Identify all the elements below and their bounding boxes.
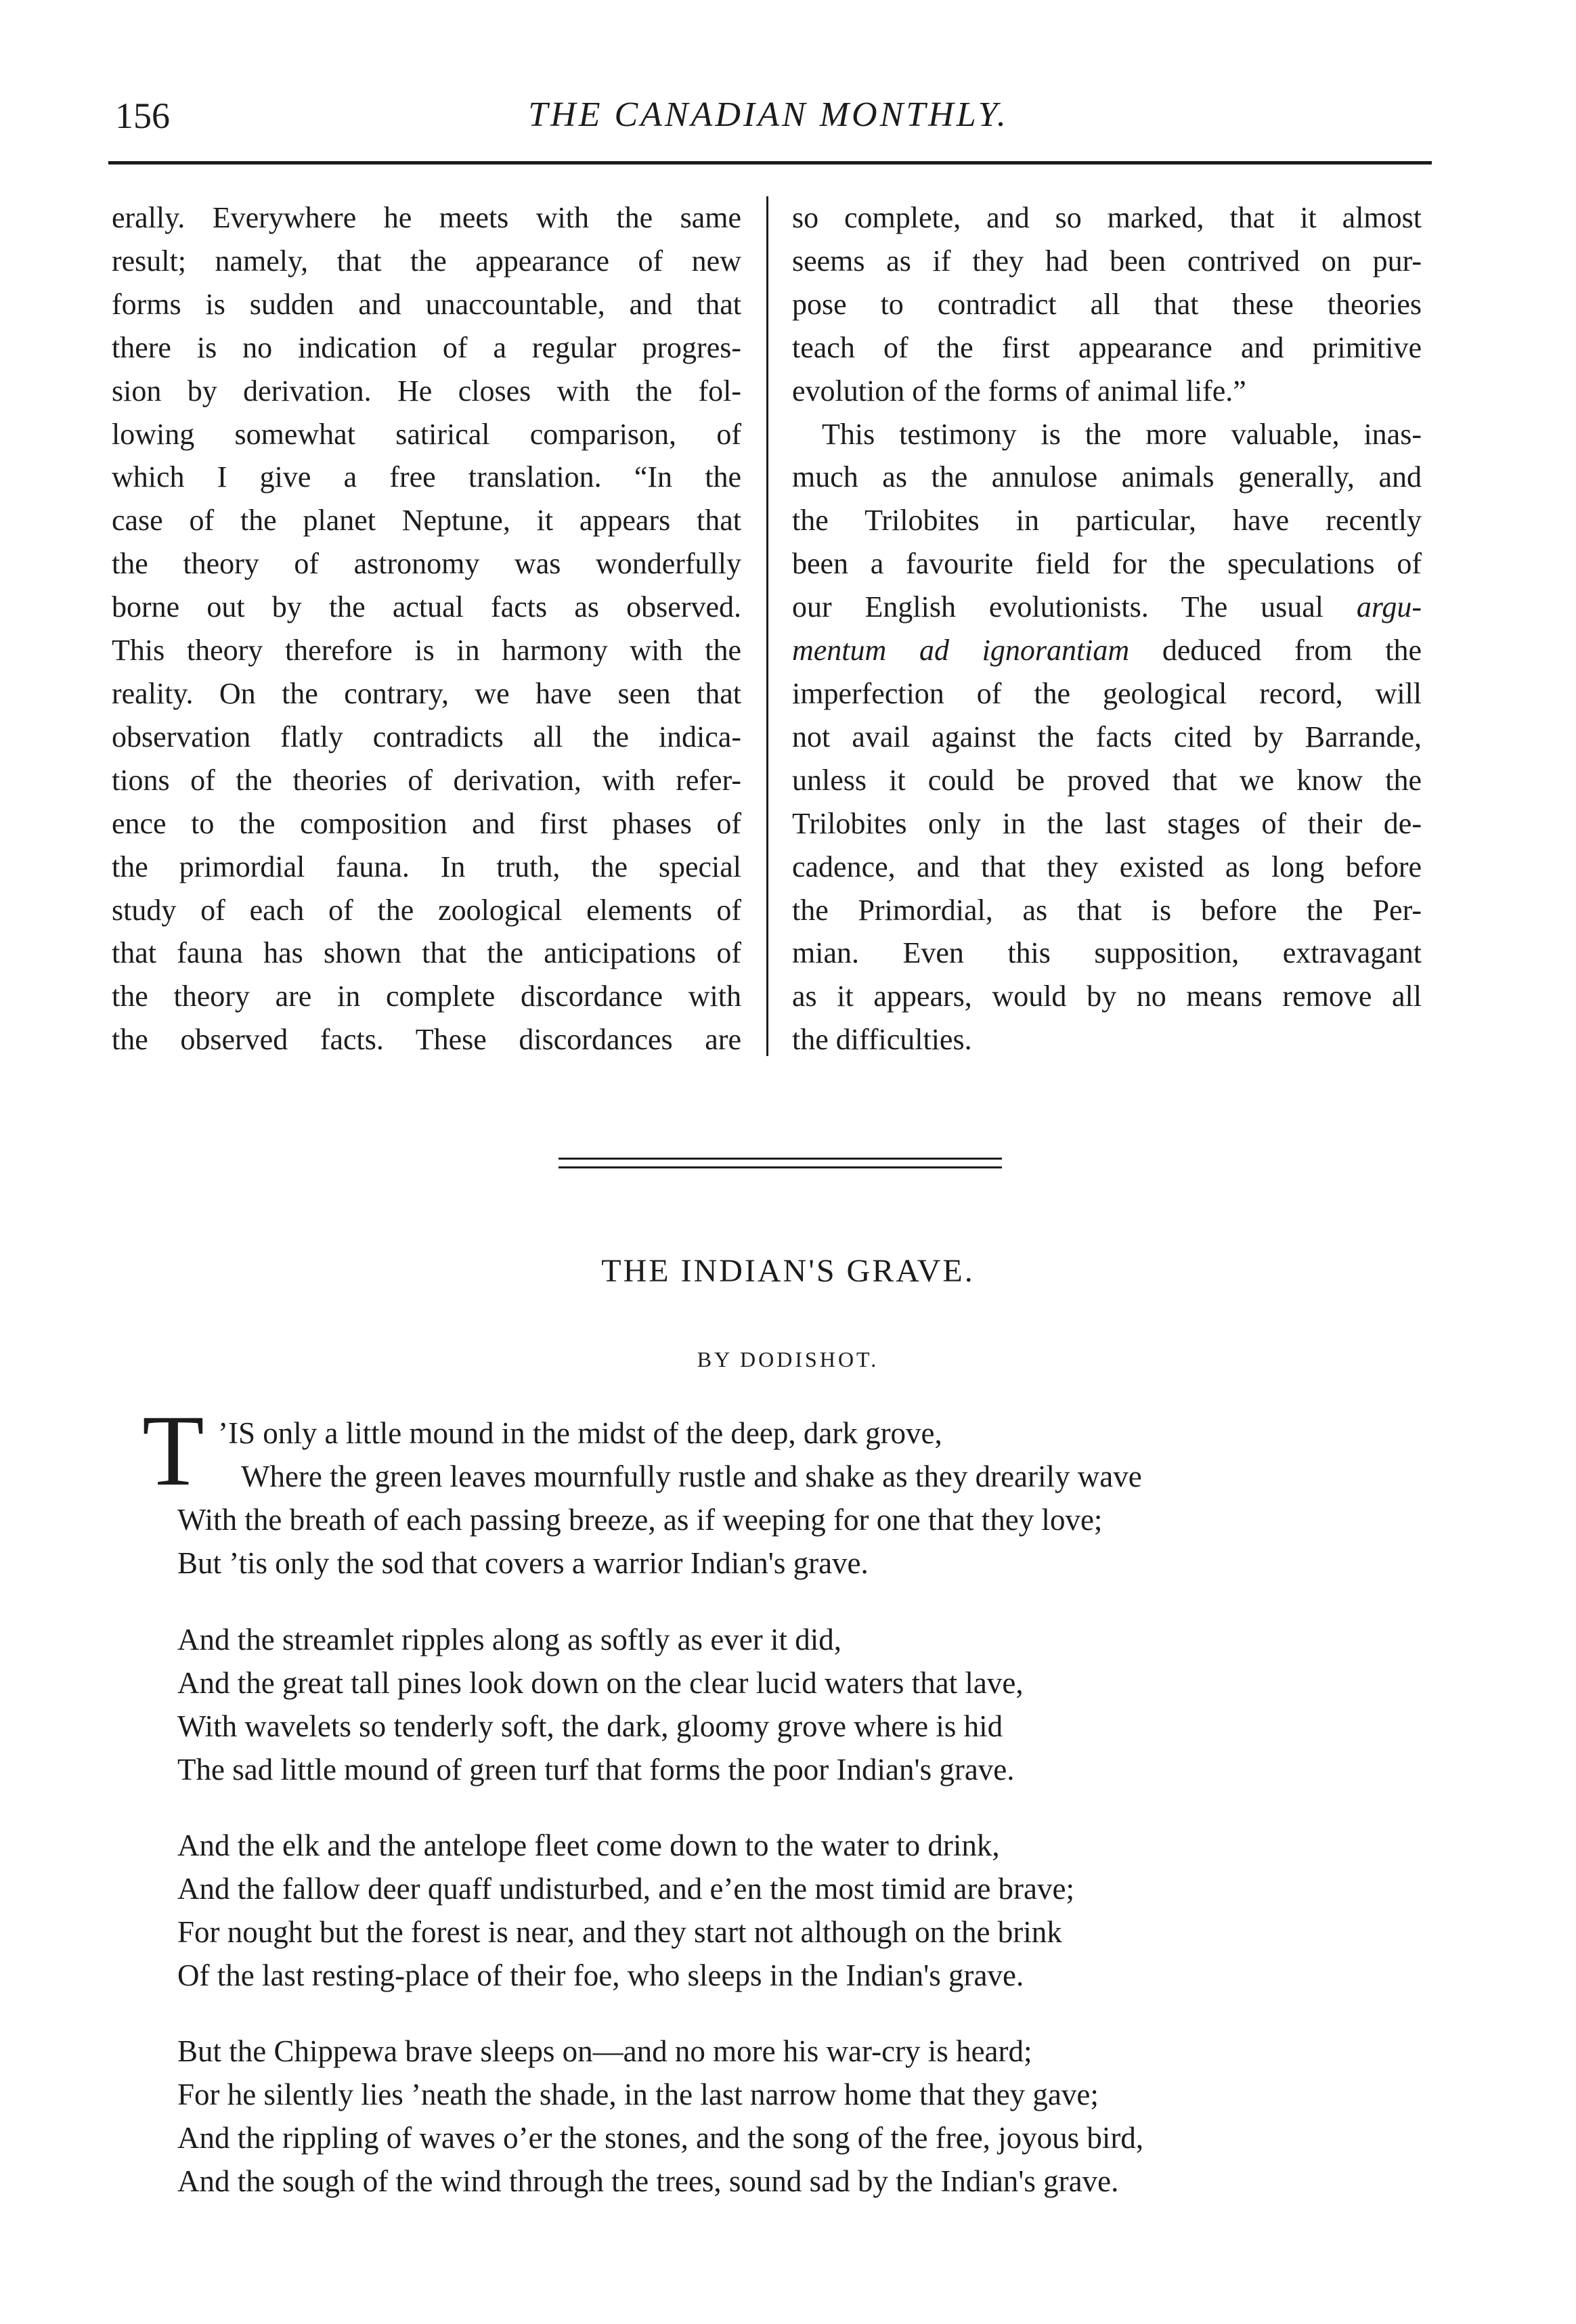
poem-line: ’IS only a little mound in the midst of the deep, dark grove,	[218, 1416, 942, 1450]
poem-line: But ’tis only the sod that covers a warrior Indian's grave.	[177, 1546, 869, 1580]
text-line: the theory are in complete discordance with	[112, 980, 741, 1013]
poem-stanza	[177, 1824, 1430, 1997]
text-line: the Trilobites in particular, have recently	[792, 504, 1422, 538]
text-line: the primordial fauna. In truth, the special	[112, 850, 741, 883]
text-line: This theory therefore is in harmony with the	[112, 634, 741, 667]
text-line: cadence, and that they existed as long before	[792, 850, 1422, 883]
section-double-rule	[559, 1158, 1002, 1168]
text-line: so complete, and so marked, that it almost	[792, 201, 1422, 234]
text-line: the Primordial, as that is before the Per-	[792, 893, 1422, 927]
column-divider	[766, 196, 768, 1056]
poem-stanza	[177, 1411, 1430, 1585]
text-line: reality. On the contrary, we have seen that	[112, 676, 741, 710]
poem-title: THE INDIAN'S GRAVE.	[601, 1253, 975, 1289]
text-line: there is no indication of a regular progres-	[112, 330, 741, 364]
poem-line: For nought but the forest is near, and they start not although on the brink	[177, 1915, 1062, 1949]
italic-text: argu-	[1356, 590, 1422, 624]
text-line: the observed facts. These discordances are	[112, 1023, 741, 1057]
text-segment: our English evolutionists. The usual	[792, 590, 1357, 624]
text-line: study of each of the zoological elements of	[112, 893, 741, 927]
poem-stanza	[177, 2030, 1430, 2203]
text-line: which I give a free translation. “In the	[112, 460, 741, 494]
poem-byline: BY DODISHOT.	[697, 1347, 879, 1372]
text-line: ence to the composition and first phases of	[112, 806, 741, 840]
article-left-column	[112, 196, 741, 1061]
poem-line: And the sough of the wind through the trees, sound sad by the Indian's grave.	[177, 2164, 1119, 2198]
text-line: much as the annulose animals generally, and	[792, 460, 1422, 494]
text-line: the theory of astronomy was wonderfully	[112, 547, 741, 581]
poem-line: With wavelets so tenderly soft, the dark, gloomy grove where is hid	[177, 1709, 1003, 1743]
text-line: erally. Everywhere he meets with the same	[112, 201, 741, 234]
poem-line: And the elk and the antelope fleet come down to the water to drink,	[177, 1828, 1000, 1862]
poem-line: Where the green leaves mournfully rustle and shake as they drearily wave	[241, 1460, 1142, 1493]
text-line: seems as if they had been contrived on pur-	[792, 244, 1422, 278]
page-number: 156	[115, 95, 170, 136]
text-line: evolution of the forms of animal life.”	[792, 374, 1246, 408]
poem-line: And the fallow deer quaff undisturbed, and e’en the most timid are brave;	[177, 1872, 1074, 1906]
poem-stanza	[177, 1618, 1430, 1791]
text-line: mian. Even this supposition, extravagant	[792, 936, 1422, 970]
text-line: teach of the first appearance and primitive	[792, 330, 1422, 364]
text-line: forms is sudden and unaccountable, and that	[112, 287, 741, 321]
poem-line: And the streamlet ripples along as softly as ever it did,	[177, 1623, 842, 1657]
article-columns	[112, 196, 1432, 1076]
header-rule	[108, 161, 1432, 165]
text-line: result; namely, that the appearance of new	[112, 244, 741, 278]
poem-line: But the Chippewa brave sleeps on—and no more his war-cry is heard;	[177, 2034, 1032, 2068]
poem-line: And the great tall pines look down on the clear lucid waters that lave,	[177, 1666, 1024, 1700]
poem-line: For he silently lies ’neath the shade, in the last narrow home that they gave;	[177, 2078, 1099, 2111]
text-line: lowing somewhat satirical comparison, of	[112, 417, 741, 451]
poem-line: And the rippling of waves o’er the stones, and the song of the free, joyous bird,	[177, 2121, 1144, 2155]
running-header	[108, 95, 1428, 156]
text-line: case of the planet Neptune, it appears that	[112, 504, 741, 538]
text-line: observation flatly contradicts all the indica-	[112, 720, 741, 753]
text-line: that fauna has shown that the anticipations of	[112, 936, 741, 970]
text-line: been a favourite field for the speculations of	[792, 547, 1422, 581]
poem-line: With the breath of each passing breeze, as if weeping for one that they love;	[177, 1503, 1103, 1537]
drop-cap: T	[142, 1395, 204, 1507]
text-line: borne out by the actual facts as observed.	[112, 590, 741, 624]
text-line	[792, 629, 1422, 672]
italic-text: mentum ad ignorantiam	[792, 634, 1130, 667]
text-line: Trilobites only in the last stages of their de-	[792, 806, 1422, 840]
text-line: imperfection of the geological record, will	[792, 676, 1422, 710]
text-line: tions of the theories of derivation, with refer-	[112, 763, 741, 797]
poem-line: The sad little mound of green turf that forms the poor Indian's grave.	[177, 1753, 1015, 1786]
running-title: THE CANADIAN MONTHLY.	[528, 95, 1009, 134]
text-line: not avail against the facts cited by Barrande,	[792, 720, 1422, 753]
text-line: sion by derivation. He closes with the fol-	[112, 374, 741, 408]
text-line: pose to contradict all that these theories	[792, 287, 1422, 321]
text-line: the difficulties.	[792, 1023, 972, 1057]
text-segment: deduced from the	[1129, 634, 1422, 667]
text-line: This testimony is the more valuable, inas-	[822, 417, 1422, 451]
text-line: unless it could be proved that we know the	[792, 763, 1422, 797]
poem-line: Of the last resting-place of their foe, who sleeps in the Indian's grave.	[177, 1958, 1024, 1992]
text-line: as it appears, would by no means remove all	[792, 980, 1422, 1013]
article-right-column	[792, 196, 1422, 1061]
text-line	[792, 586, 1422, 629]
